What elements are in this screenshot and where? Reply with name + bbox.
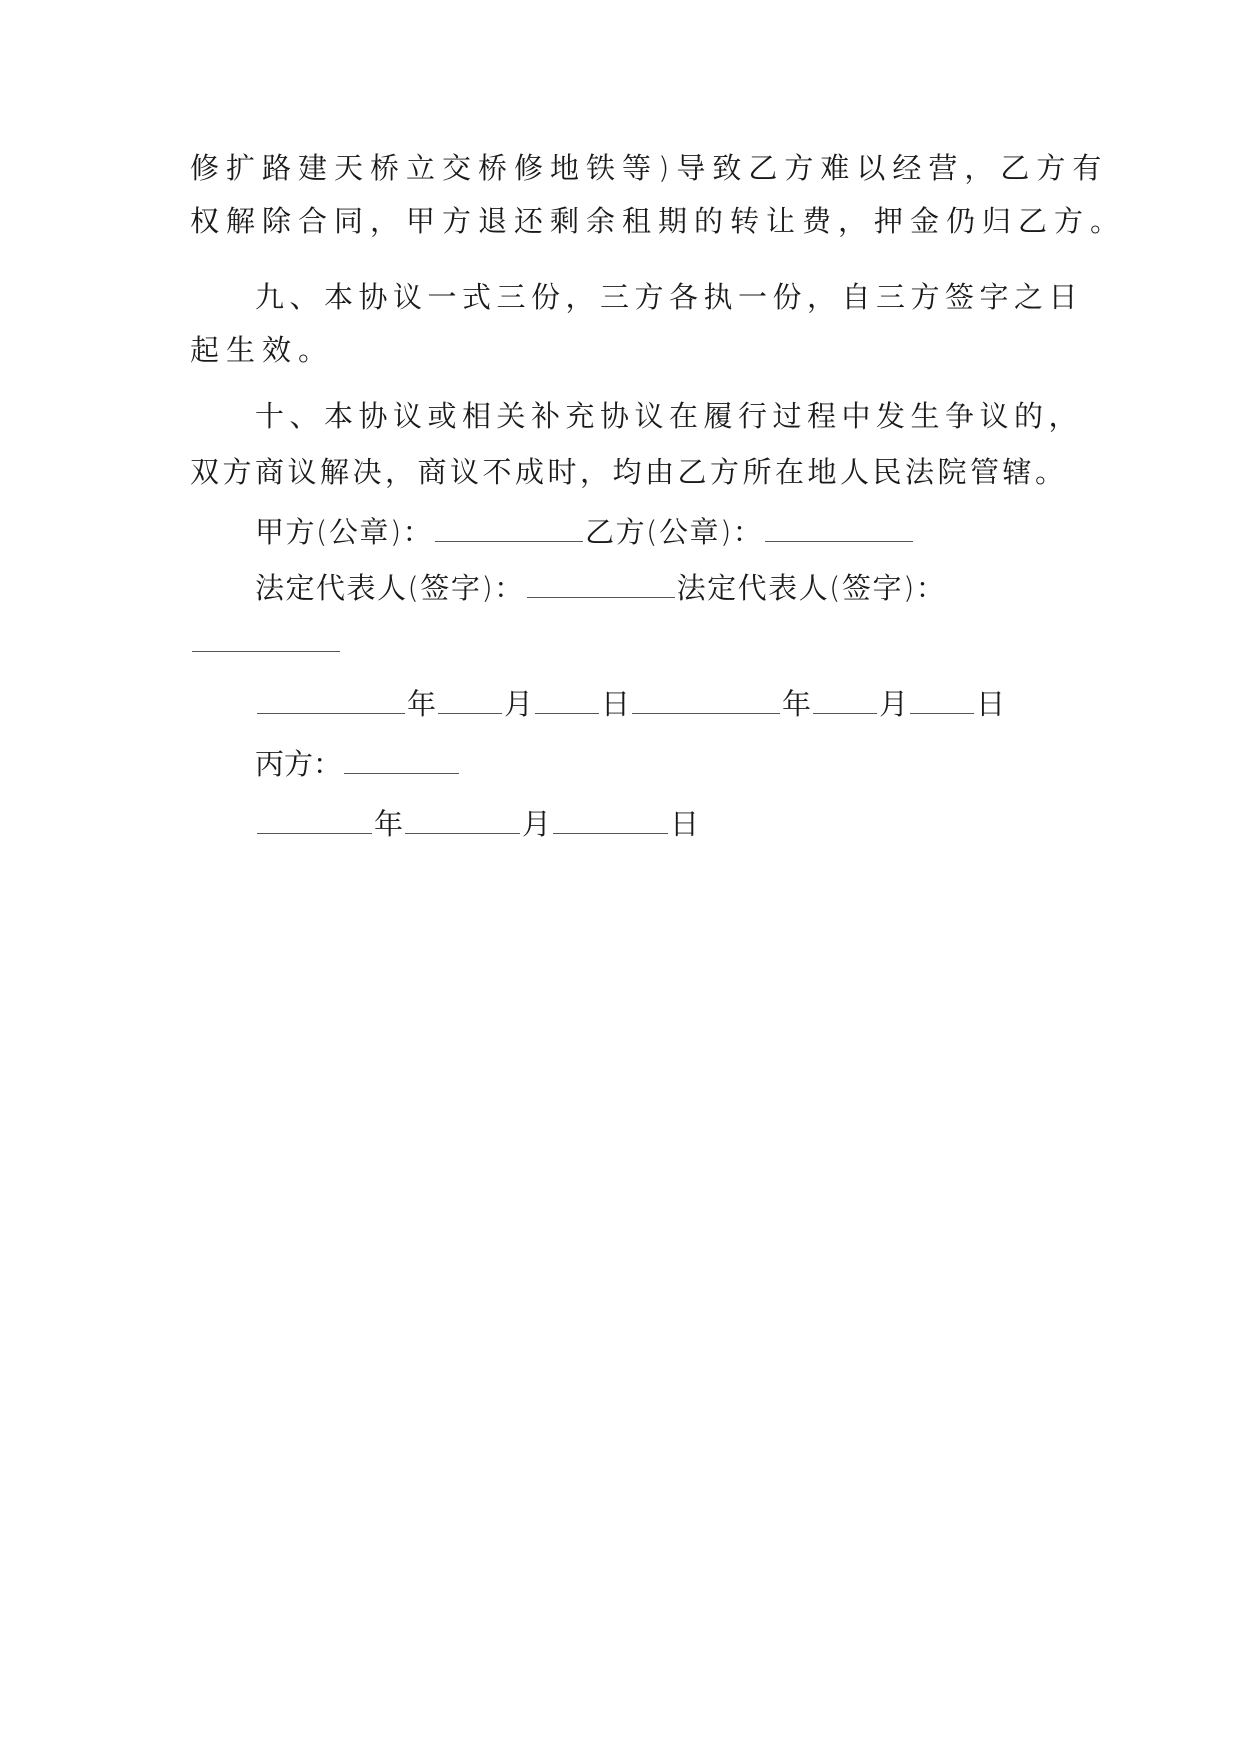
party-a-year-blank[interactable] <box>257 712 405 714</box>
party-c-month-blank[interactable] <box>405 832 520 834</box>
date-row-c <box>255 804 1135 844</box>
party-b-seal-blank[interactable] <box>765 540 913 542</box>
party-c-row <box>255 744 1135 784</box>
party-a-day-blank[interactable] <box>535 712 599 714</box>
party-a-rep-blank[interactable] <box>527 596 675 598</box>
year-label: 年 <box>407 687 437 721</box>
party-b-month-blank[interactable] <box>813 712 877 714</box>
clause-9-line-2: 起生效。 <box>190 333 335 367</box>
month-label: 月 <box>522 807 552 841</box>
party-c-blank[interactable] <box>344 772 459 774</box>
party-b-rep-label: 法定代表人(签字)： <box>676 571 947 605</box>
day-label: 日 <box>670 807 700 841</box>
party-a-rep-label: 法定代表人(签字)： <box>255 571 525 605</box>
party-b-day-blank[interactable] <box>910 712 974 714</box>
clause-9-line-1: 九、本协议一式三份，三方各执一份，自三方签字之日 <box>255 280 1084 314</box>
clause-8-line-2: 权解除合同，甲方退还剩余租期的转让费，押金仍归乙方。 <box>190 204 1127 238</box>
party-seal-row <box>255 512 1135 552</box>
party-c-day-blank[interactable] <box>553 832 668 834</box>
year-label: 年 <box>374 807 404 841</box>
party-c-year-blank[interactable] <box>257 832 372 834</box>
month-label: 月 <box>879 687 909 721</box>
party-a-seal-blank[interactable] <box>435 540 583 542</box>
day-label: 日 <box>976 687 1006 721</box>
party-c-label: 丙方： <box>255 747 343 781</box>
year-label: 年 <box>782 687 812 721</box>
month-label: 月 <box>504 687 534 721</box>
date-row-ab <box>255 684 1135 724</box>
party-b-seal-label: 乙方(公章)： <box>585 515 764 549</box>
party-a-seal-label: 甲方(公章)： <box>255 515 434 549</box>
day-label: 日 <box>601 687 631 721</box>
party-b-year-blank[interactable] <box>632 712 780 714</box>
party-b-rep-blank-row <box>190 622 1070 662</box>
clause-10-line-2: 双方商议解决，商议不成时，均由乙方所在地人民法院管辖。 <box>190 455 1068 489</box>
clause-10-line-1: 十、本协议或相关补充协议在履行过程中发生争议的， <box>255 399 1084 433</box>
representative-row <box>255 568 1135 608</box>
party-a-month-blank[interactable] <box>438 712 502 714</box>
clause-8-line-1: 修扩路建天桥立交桥修地铁等)导致乙方难以经营，乙方有 <box>190 151 1109 185</box>
party-b-rep-blank[interactable] <box>192 650 340 652</box>
